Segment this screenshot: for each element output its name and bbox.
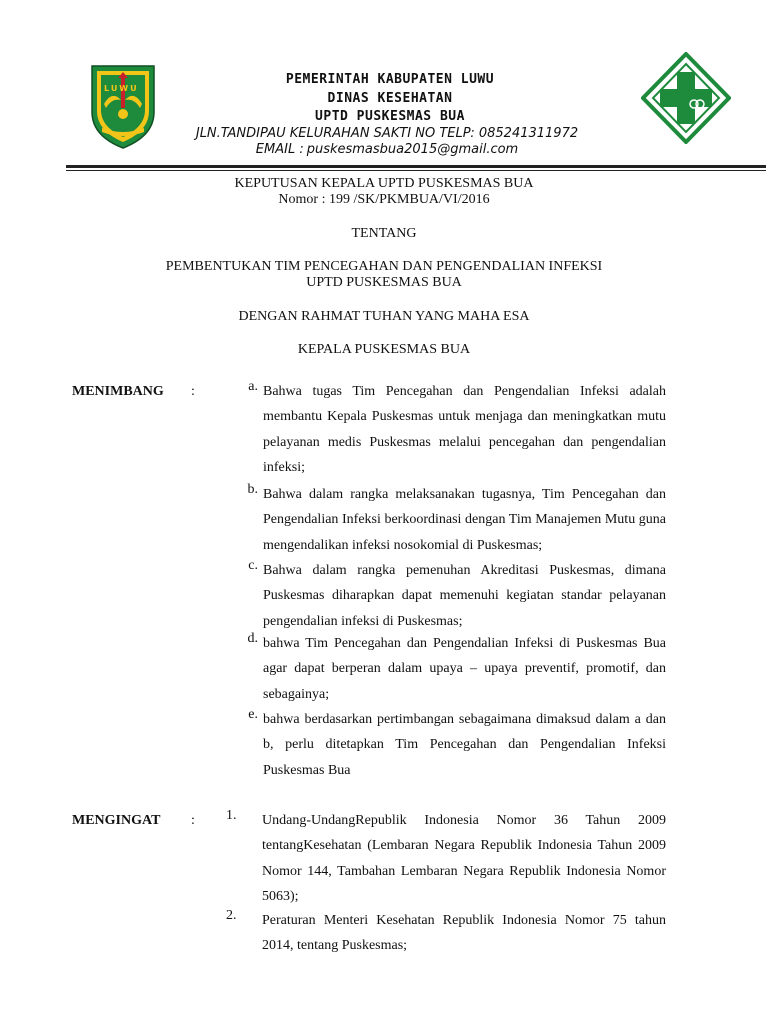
- section-label-mengingat: MENGINGAT: [72, 813, 161, 828]
- list-item-text: bahwa berdasarkan pertimbangan sebagaimana dimaksud dalam a dan b, perlu ditetapkan Tim Pencegahan dan Pengendalian Infeksi Puskesmas Bua: [263, 712, 666, 778]
- email-address: puskesmasbua2015@gmail.com: [306, 142, 519, 157]
- list-item: [226, 707, 666, 783]
- letterhead-divider-thin: [66, 170, 766, 171]
- decree-issuer: KEPALA PUSKESMAS BUA: [297, 342, 471, 357]
- decree-blessing: DENGAN RAHMAT TUHAN YANG MAHA ESA: [238, 309, 530, 324]
- decree-subject-line-1: PEMBENTUKAN TIM PENCEGAHAN DAN PENGENDALIAN INFEKSI: [165, 259, 603, 274]
- list-item-text: Undang-UndangRepublik Indonesia Nomor 36 Tahun 2009 tentangKesehatan (Lembaran Negara Republik Indonesia Tahun 2009 Nomor 144, Tambahan Lembaran Negara Republik Indonesia Nomor 5063);: [262, 813, 666, 905]
- decree-title: KEPUTUSAN KEPALA UPTD PUSKESMAS BUA: [234, 176, 534, 191]
- list-item: [226, 808, 666, 910]
- puskesmas-logo-icon: [641, 52, 731, 144]
- list-item-text: Bahwa tugas Tim Pencegahan dan Pengendalian Infeksi adalah membantu Kepala Puskesmas untuk menjaga dan meningkatkan mutu pelayanan medis Puskesmas melalui pencegahan dan pengendalian infeksi;: [263, 384, 666, 476]
- list-item: [226, 908, 666, 959]
- letterhead-unit: UPTD PUSKESMAS BUA: [315, 109, 465, 124]
- decree-subject-line-2: UPTD PUSKESMAS BUA: [306, 275, 462, 290]
- list-item-text: bahwa Tim Pencegahan dan Pengendalian Infeksi di Puskesmas Bua agar dapat berperan dalam upaya – upaya preventif, promotif, dan sebagainya;: [263, 636, 666, 702]
- letterhead-department: DINAS KESEHATAN: [327, 91, 453, 106]
- list-marker: a.: [248, 379, 258, 394]
- decree-number: Nomor : 199 /SK/PKMBUA/VI/2016: [278, 192, 490, 207]
- list-item: [226, 631, 666, 707]
- list-item-text: Bahwa dalam rangka melaksanakan tugasnya, Tim Pencegahan dan Pengendalian Infeksi berkoordinasi dengan Tim Manajemen Mutu guna mengendalikan infeksi nosokomial di Puskesmas;: [263, 487, 666, 553]
- list-marker: d.: [247, 631, 258, 646]
- letterhead-divider: [66, 165, 766, 168]
- letterhead-government: PEMERINTAH KABUPATEN LUWU: [285, 72, 495, 87]
- list-marker: c.: [248, 558, 258, 573]
- email-label: EMAIL :: [255, 142, 304, 157]
- list-item: [226, 482, 666, 558]
- list-item: [226, 558, 666, 634]
- list-item-text: Bahwa dalam rangka pemenuhan Akreditasi Puskesmas, dimana Puskesmas diharapkan dapat memenuhi kegiatan standar pelayanan pengendalian infeksi di Puskesmas;: [263, 563, 666, 629]
- list-marker: 2.: [226, 908, 237, 923]
- section-colon: :: [191, 813, 195, 828]
- luwu-regency-crest-icon: [88, 60, 158, 150]
- list-marker: 1.: [226, 808, 237, 823]
- list-item: [226, 379, 666, 481]
- list-marker: e.: [248, 707, 258, 722]
- section-colon: :: [191, 384, 195, 399]
- letterhead-address: JLN.TANDIPAU KELURAHAN SAKTI NO TELP: 085241311972: [195, 126, 579, 141]
- crest-lettering: LUWU: [104, 84, 139, 93]
- list-item-text: Peraturan Menteri Kesehatan Republik Indonesia Nomor 75 tahun 2014, tentang Puskesmas;: [262, 913, 666, 954]
- section-label-menimbang: MENIMBANG: [72, 384, 164, 399]
- decree-tentang: TENTANG: [351, 226, 417, 241]
- letterhead-email-line: [172, 142, 602, 157]
- list-marker: b.: [247, 482, 258, 497]
